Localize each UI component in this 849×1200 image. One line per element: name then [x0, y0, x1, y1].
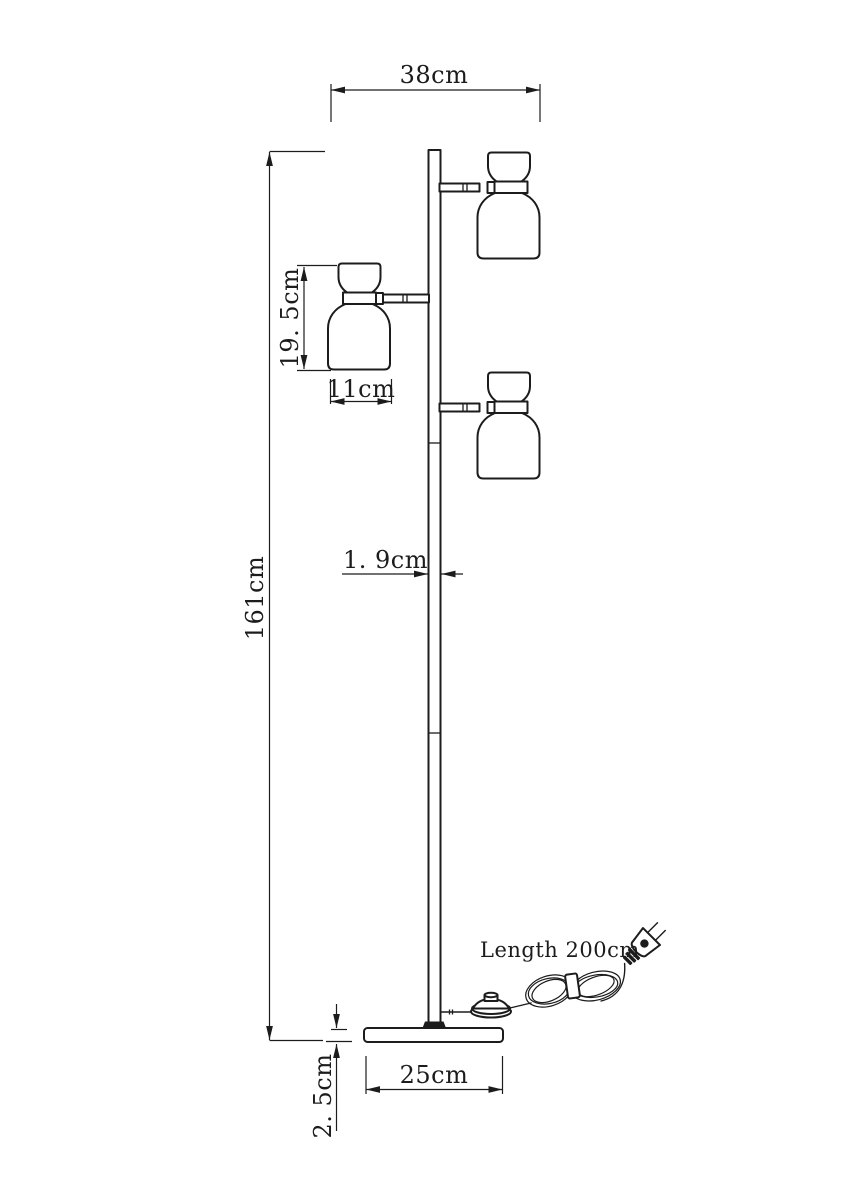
shade-ring: [343, 293, 376, 305]
dim-fixture-width: [331, 61, 540, 122]
shade-cup: [488, 373, 530, 402]
dim-base-height: [309, 1004, 352, 1139]
shade-socket: [488, 402, 495, 413]
shade-socket: [376, 293, 383, 304]
shade-socket: [488, 182, 495, 193]
shade-arm: [383, 295, 429, 303]
shade-arm: [440, 184, 480, 192]
cord-length-label: Length 200cm: [480, 938, 640, 962]
base-plate: [364, 1028, 503, 1042]
dim-pole-diameter: [342, 546, 463, 574]
cord-coil: [522, 966, 624, 1013]
dim-base-diameter-label: 25cm: [399, 1061, 469, 1089]
dim-shade-height-label: 19. 5cm: [276, 267, 304, 369]
shade-cup: [339, 264, 381, 293]
dim-shade-width-label: 11cm: [326, 375, 396, 403]
shade-bell: [328, 304, 390, 370]
lamp-drawing: [328, 150, 670, 1042]
dim-shade-width: [327, 375, 396, 404]
dim-fixture-width-label: 38cm: [399, 61, 469, 89]
shade-ring: [495, 182, 528, 194]
dim-base-diameter: [366, 1056, 503, 1094]
plug-pin: [655, 931, 665, 941]
shade-ring: [495, 402, 528, 414]
coil-tie: [565, 973, 580, 998]
dim-lamp-height-label: 161cm: [241, 555, 269, 641]
shade-bell: [478, 413, 540, 479]
shade-arm: [440, 404, 480, 412]
shade-bell: [478, 193, 540, 259]
dim-base-height-label: 2. 5cm: [309, 1053, 337, 1139]
foot-switch: [471, 993, 511, 1018]
lamp-base: [364, 1022, 503, 1043]
shade-cup: [488, 153, 530, 182]
lamp-pole: [429, 150, 441, 1028]
dim-pole-diameter-label: 1. 9cm: [343, 546, 428, 574]
lamp-shade-bottom: [440, 373, 540, 479]
power-cord: [441, 918, 670, 1017]
plug-pin: [648, 923, 658, 933]
lamp-shade-top: [440, 153, 540, 259]
lamp-shade-middle: [328, 264, 429, 370]
